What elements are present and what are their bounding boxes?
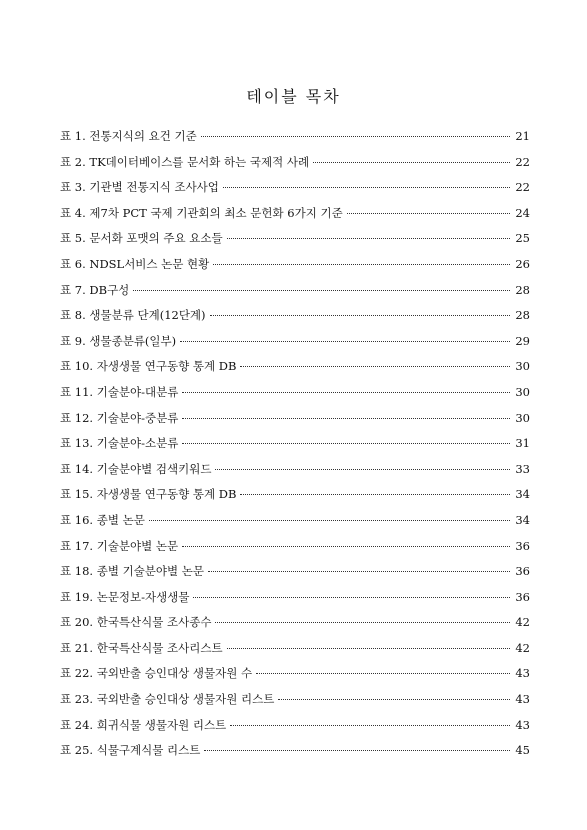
toc-entry-page: 31 — [515, 436, 530, 451]
toc-entry-label: 표 11. 기술분야-대분류 — [60, 384, 179, 399]
toc-entry-label: 표 6. NDSL서비스 논문 현황 — [60, 256, 210, 271]
toc-entry-19[interactable] — [60, 589, 530, 615]
dot-leader — [133, 290, 510, 291]
table-of-contents — [60, 128, 530, 768]
toc-entry-page: 29 — [515, 333, 530, 348]
toc-entry-label: 표 13. 기술분야-소분류 — [60, 436, 179, 451]
toc-entry-page: 34 — [515, 487, 530, 502]
toc-entry-page: 42 — [515, 640, 530, 655]
toc-entry-6[interactable] — [60, 256, 530, 282]
toc-entry-label: 표 21. 한국특산식물 조사리스트 — [60, 640, 223, 655]
page-title: 테이블 목차 — [246, 87, 341, 106]
toc-entry-page: 30 — [515, 384, 530, 399]
toc-entry-label: 표 16. 종별 논문 — [60, 512, 145, 527]
toc-entry-10[interactable] — [60, 358, 530, 384]
dot-leader — [182, 392, 510, 393]
toc-entry-5[interactable] — [60, 230, 530, 256]
toc-entry-label: 표 20. 한국특산식물 조사종수 — [60, 615, 212, 630]
toc-entry-15[interactable] — [60, 486, 530, 512]
toc-entry-label: 표 24. 희귀식물 생물자원 리스트 — [60, 717, 227, 732]
toc-entry-page: 30 — [515, 359, 530, 374]
toc-entry-page: 43 — [515, 666, 530, 681]
toc-entry-12[interactable] — [60, 410, 530, 436]
dot-leader — [347, 213, 510, 214]
toc-entry-1[interactable] — [60, 128, 530, 154]
toc-entry-page: 26 — [515, 256, 530, 271]
toc-entry-page: 36 — [515, 538, 530, 553]
dot-leader — [193, 597, 510, 598]
dot-leader — [180, 341, 510, 342]
toc-entry-page: 21 — [515, 129, 530, 143]
toc-entry-13[interactable] — [60, 435, 530, 461]
toc-entry-4[interactable] — [60, 205, 530, 231]
toc-entry-page: 28 — [515, 308, 530, 323]
toc-entry-label: 표 2. TK데이터베이스를 문서화 하는 국제적 사례 — [60, 154, 310, 169]
toc-entry-label: 표 10. 자생생물 연구동향 통계 DB — [60, 359, 237, 374]
dot-leader — [230, 725, 510, 726]
toc-entry-page: 22 — [515, 180, 530, 195]
toc-entry-page: 45 — [515, 743, 530, 758]
dot-leader — [278, 699, 510, 700]
toc-entry-label: 표 14. 기술분야별 검색키워드 — [60, 461, 212, 476]
dot-leader — [204, 750, 510, 751]
toc-entry-label: 표 7. DB구성 — [60, 282, 130, 297]
toc-entry-8[interactable] — [60, 307, 530, 333]
dot-leader — [240, 494, 510, 495]
toc-entry-page: 33 — [515, 461, 530, 476]
toc-entry-21[interactable] — [60, 640, 530, 666]
toc-entry-20[interactable] — [60, 614, 530, 640]
toc-entry-18[interactable] — [60, 563, 530, 589]
toc-entry-7[interactable] — [60, 282, 530, 308]
toc-entry-17[interactable] — [60, 538, 530, 564]
toc-entry-11[interactable] — [60, 384, 530, 410]
toc-entry-page: 43 — [515, 692, 530, 707]
toc-entry-24[interactable] — [60, 717, 530, 743]
toc-entry-label: 표 3. 기관별 전통지식 조사사업 — [60, 180, 219, 195]
dot-leader — [210, 315, 510, 316]
dot-leader — [215, 469, 510, 470]
toc-entry-label: 표 9. 생물종분류(일부) — [60, 333, 177, 348]
toc-entry-page: 24 — [515, 205, 530, 220]
toc-entry-22[interactable] — [60, 665, 530, 691]
toc-entry-label: 표 15. 자생생물 연구동향 통계 DB — [60, 487, 237, 502]
toc-entry-label: 표 23. 국외반출 승인대상 생물자원 리스트 — [60, 692, 275, 707]
toc-entry-3[interactable] — [60, 179, 530, 205]
toc-entry-label: 표 1. 전통지식의 요건 기준 — [60, 129, 197, 143]
toc-entry-label: 표 19. 논문정보-자생생물 — [60, 589, 190, 604]
toc-entry-label: 표 22. 국외반출 승인대상 생물자원 수 — [60, 666, 253, 681]
dot-leader — [213, 264, 510, 265]
toc-entry-label: 표 12. 기술분야-중분류 — [60, 410, 179, 425]
toc-entry-label: 표 17. 기술분야별 논문 — [60, 538, 179, 553]
dot-leader — [256, 673, 510, 674]
toc-entry-page: 22 — [515, 154, 530, 169]
dot-leader — [182, 546, 510, 547]
dot-leader — [201, 136, 510, 137]
toc-entry-label: 표 25. 식물구계식물 리스트 — [60, 743, 201, 758]
toc-entry-16[interactable] — [60, 512, 530, 538]
dot-leader — [240, 366, 510, 367]
toc-entry-page: 30 — [515, 410, 530, 425]
dot-leader — [182, 418, 510, 419]
dot-leader — [215, 622, 510, 623]
dot-leader — [223, 187, 510, 188]
dot-leader — [227, 648, 510, 649]
toc-entry-25[interactable] — [60, 742, 530, 768]
toc-entry-page: 43 — [515, 717, 530, 732]
toc-entry-page: 36 — [515, 564, 530, 579]
dot-leader — [149, 520, 510, 521]
toc-entry-page: 25 — [515, 231, 530, 246]
dot-leader — [208, 571, 510, 572]
dot-leader — [313, 162, 510, 163]
toc-entry-label: 표 4. 제7차 PCT 국제 기관회의 최소 문헌화 6가지 기준 — [60, 205, 343, 220]
toc-entry-page: 34 — [515, 512, 530, 527]
toc-entry-14[interactable] — [60, 461, 530, 487]
toc-entry-page: 36 — [515, 589, 530, 604]
toc-entry-23[interactable] — [60, 691, 530, 717]
dot-leader — [182, 443, 510, 444]
toc-entry-2[interactable] — [60, 154, 530, 180]
toc-entry-9[interactable] — [60, 333, 530, 359]
toc-entry-label: 표 8. 생물분류 단계(12단계) — [60, 308, 206, 323]
toc-entry-label: 표 18. 종별 기술분야별 논문 — [60, 564, 204, 579]
toc-entry-page: 42 — [515, 615, 530, 630]
dot-leader — [227, 238, 510, 239]
toc-entry-label: 표 5. 문서화 포맷의 주요 요소들 — [60, 231, 223, 246]
toc-entry-page: 28 — [515, 282, 530, 297]
